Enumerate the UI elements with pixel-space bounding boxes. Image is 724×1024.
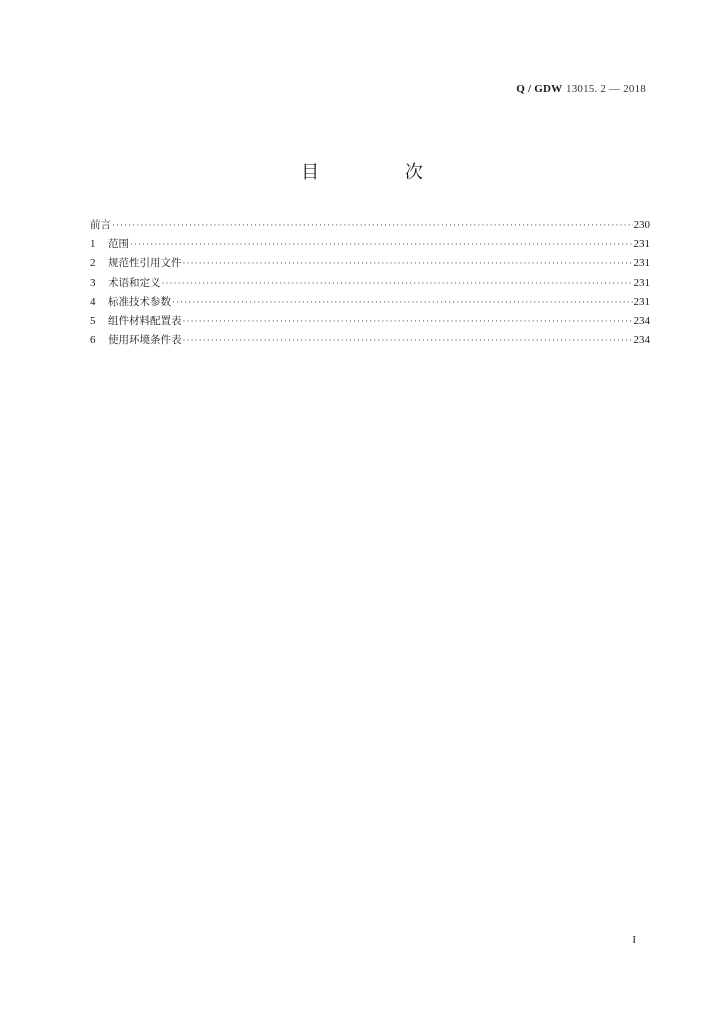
toc-entry-page: 231: [633, 295, 650, 308]
document-header: [516, 82, 646, 95]
toc-entry-environment-conditions[interactable]: [90, 331, 650, 350]
toc-entry-foreword[interactable]: [90, 216, 650, 235]
toc-entry-label: 使用环境条件表: [108, 334, 182, 347]
toc-leader-dots: [112, 217, 633, 236]
toc-leader-dots: [172, 294, 633, 313]
toc-leader-dots: [183, 332, 633, 351]
toc-entry-technical-parameters[interactable]: [90, 293, 650, 312]
toc-leader-dots: [130, 236, 633, 255]
standard-prefix: Q / GDW: [516, 83, 563, 95]
toc-entry-label: 前言: [90, 219, 111, 231]
page-number: I: [632, 934, 636, 946]
toc-entry-terms-definitions[interactable]: [90, 274, 650, 293]
toc-entry-number: 5: [90, 314, 96, 327]
toc-entry-number: 4: [90, 295, 96, 308]
toc-entry-page: 231: [633, 238, 650, 251]
toc-entry-page: 234: [633, 314, 650, 327]
toc-entry-page: 230: [633, 219, 650, 231]
toc-entry-number: 6: [90, 334, 96, 347]
toc-leader-dots: [183, 255, 633, 274]
toc-entry-scope[interactable]: [90, 235, 650, 254]
toc-leader-dots: [162, 275, 633, 294]
toc-entry-page: 231: [633, 276, 650, 289]
toc-leader-dots: [183, 313, 633, 332]
toc-title: 目 次: [301, 162, 463, 183]
toc-entry-label: 范围: [108, 238, 129, 251]
standard-number: 13015. 2 — 2018: [566, 83, 646, 95]
toc-entry-component-materials[interactable]: [90, 312, 650, 331]
toc-entry-number: 2: [90, 257, 96, 270]
toc-entry-label: 术语和定义: [108, 276, 161, 289]
toc-entry-page: 231: [633, 257, 650, 270]
table-of-contents: [90, 216, 650, 350]
toc-entry-number: 3: [90, 276, 96, 289]
toc-entry-page: 234: [633, 334, 650, 347]
toc-entry-label: 规范性引用文件: [108, 257, 182, 270]
toc-entry-number: 1: [90, 238, 96, 251]
toc-entry-label: 标准技术参数: [108, 295, 171, 308]
toc-entry-label: 组件材料配置表: [108, 314, 182, 327]
toc-entry-normative-references[interactable]: [90, 254, 650, 273]
